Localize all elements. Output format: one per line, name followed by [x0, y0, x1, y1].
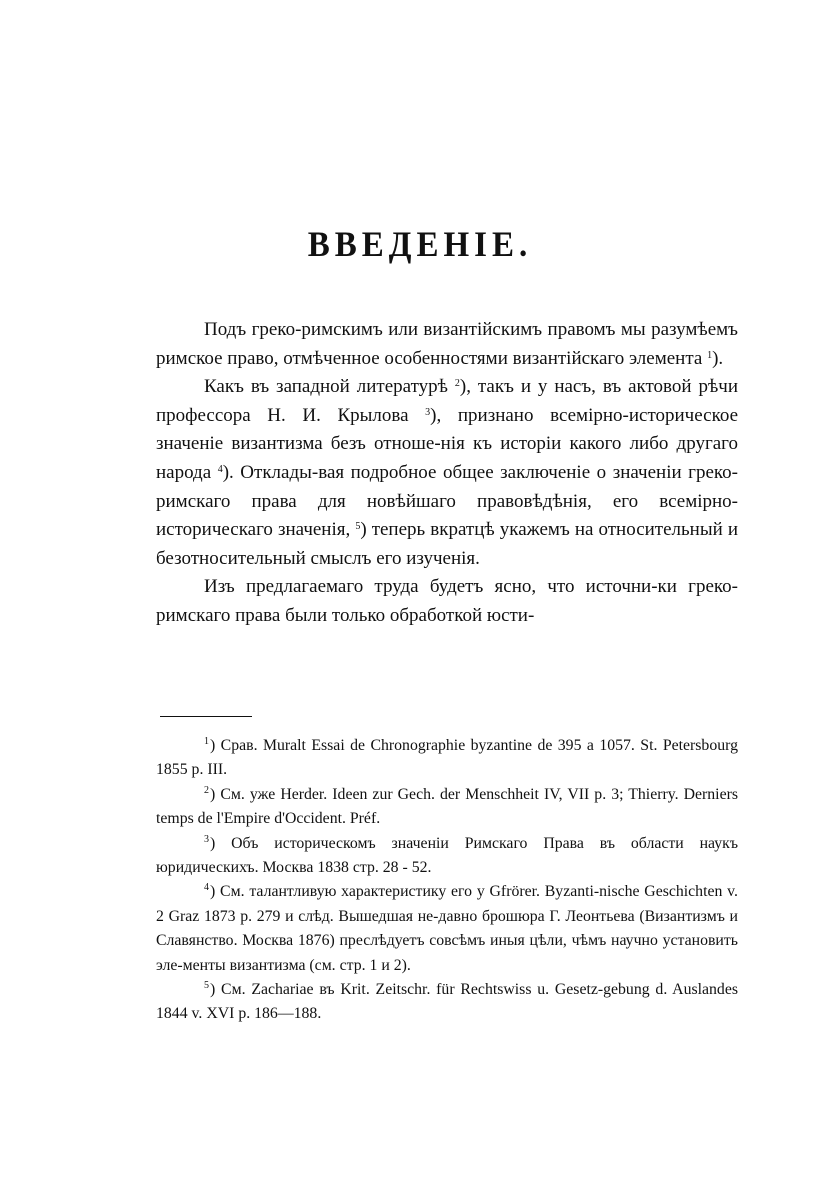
footnote-4 — [156, 880, 738, 978]
text-segment: Какъ въ западной литературѣ — [204, 376, 455, 398]
footnote-text: ) См. Zachariae въ Krit. Zeitschr. für Rechtswiss u. Gesetz-gebung d. Auslandes 1844 v. XVI p. 186—188. — [156, 981, 738, 1023]
footnote-number: 1 — [204, 736, 209, 747]
main-text — [156, 316, 738, 631]
footnote-text: ) Срав. Muralt Essai de Chronographie byzantine de 395 a 1057. St. Petersbourg 1855 p. III. — [156, 737, 738, 779]
footnote-ref: 2 — [454, 378, 460, 390]
paragraph-2 — [156, 373, 738, 573]
footnote-ref: 3 — [425, 406, 431, 418]
footnote-text: ) См. уже Herder. Ideen zur Gech. der Menschheit IV, VII p. 3; Thierry. Derniers temps de l'Empire d'Occident. Préf. — [156, 785, 738, 828]
paragraph-1 — [156, 316, 738, 373]
footnote-number: 5 — [204, 980, 209, 992]
footnote-1 — [156, 734, 738, 783]
footnote-ref: 4 — [217, 463, 223, 475]
paragraph-3 — [156, 573, 738, 630]
footnote-divider — [160, 716, 252, 717]
text-segment: ), признано всемірно-историческое значеніе византизма безъ отноше-нія къ исторіи какого либо другаго народа — [156, 404, 738, 483]
text-segment: Подъ греко-римскимъ или византійскимъ правомъ мы разумѣемъ римское право, отмѣченное особенностями византійскаго элемента — [156, 319, 738, 369]
footnote-ref: 1 — [707, 349, 713, 361]
page-title: ВВЕДЕНІЕ. — [307, 226, 533, 265]
footnote-2 — [156, 783, 738, 832]
footnote-text: ) Объ историческомъ значеніи Римскаго Права въ области наукъ юридическихъ. Москва 1838 стр. 28 - 52. — [156, 834, 738, 877]
footnote-3 — [156, 832, 738, 881]
footnotes — [156, 734, 738, 1027]
footnote-number: 4 — [204, 882, 209, 894]
text-segment: ). Отклады-вая подробное общее заключеніе о значеніи греко-римскаго права для новѣйшаго правовѣдѣнія, его всемірно-историческаго значенія, — [156, 461, 738, 541]
footnote-text: ) См. талантливую характеристику его у Gfrörer. Byzanti-nische Geschichten v. 2 Graz 1873 p. 279 и слѣд. Вышедшая не-давно брошюра Г. Леонтьева (Византизмъ и Славянство. Москва 1876) преслѣдуетъ совсѣмъ иныя цѣли, чѣмъ научно установить эле-менты византизма (см. стр. 1 и 2). — [156, 883, 738, 974]
footnote-ref: 5 — [355, 521, 361, 533]
footnote-5 — [156, 978, 738, 1027]
text-segment: ), такъ и у насъ, въ актовой рѣчи профессора Н. И. Крылова — [156, 376, 739, 426]
text-segment: Изъ предлагаемаго труда будетъ ясно, что источни-ки греко-римскаго права были только обработкой юсти- — [156, 576, 738, 626]
footnote-number: 2 — [204, 784, 209, 796]
footnote-number: 3 — [204, 833, 209, 845]
text-segment: ). — [712, 347, 724, 369]
text-segment: ) теперь вкратцѣ укажемъ на относительный и безотносительный смыслъ его изученія. — [156, 519, 739, 569]
